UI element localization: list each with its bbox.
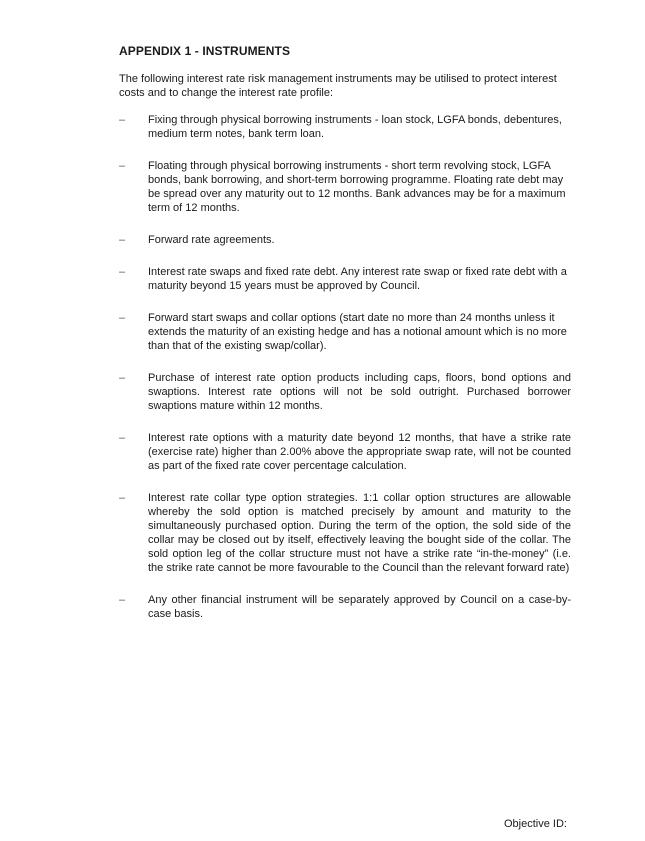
bullet-dash: – — [119, 432, 126, 444]
list-item-text: Forward start swaps and collar options (start date no more than 24 months unless it extends the maturity of an existing hedge and has a notional amount which is no more than that of the existing swap/collar). — [148, 312, 567, 352]
list-item — [119, 593, 571, 621]
list-item — [119, 233, 571, 247]
bullet-dash: – — [119, 594, 126, 606]
bullet-dash: – — [119, 114, 126, 126]
list-item — [119, 265, 571, 293]
list-item — [119, 311, 571, 353]
list-item-text: Interest rate collar type option strategies. 1:1 collar option structures are allowable whereby the sold option is matched precisely by amount and maturity to the simultaneously purchased option. During the term of the option, the sold side of the collar may be closed out by itself, effectively leaving the bought side of the collar. The sold option leg of the collar structure must not have a strike rate “in-the-money” (i.e. the strike rate cannot be more favourable to the Council than the relevant forward rate) — [148, 492, 571, 574]
list-item-text: Fixing through physical borrowing instruments - loan stock, LGFA bonds, debentures, medium term notes, bank term loan. — [148, 114, 562, 140]
bullet-dash: – — [119, 492, 126, 504]
instrument-list — [119, 113, 571, 639]
bullet-dash: – — [119, 372, 126, 384]
list-item — [119, 113, 571, 141]
list-item — [119, 491, 571, 575]
list-item — [119, 431, 571, 473]
bullet-dash: – — [119, 160, 126, 172]
list-item-text: Any other financial instrument will be separately approved by Council on a case-by-case basis. — [148, 594, 571, 620]
bullet-dash: – — [119, 234, 126, 246]
list-item — [119, 371, 571, 413]
objective-id-footer: Objective ID: — [504, 818, 567, 830]
list-item-text: Forward rate agreements. — [148, 234, 275, 246]
list-item-text: Interest rate options with a maturity date beyond 12 months, that have a strike rate (exercise rate) higher than 2.00% above the appropriate swap rate, will not be counted as part of the fixed rate cover percentage calculation. — [148, 432, 571, 472]
list-item — [119, 159, 571, 215]
bullet-dash: – — [119, 312, 126, 324]
page-title: APPENDIX 1 - INSTRUMENTS — [119, 44, 291, 58]
list-item-text: Floating through physical borrowing instruments - short term revolving stock, LGFA bonds, bank borrowing, and short-term borrowing programme. Floating rate debt may be spread over any maturity out to 12 months. Bank advances may be for a maximum term of 12 months. — [148, 160, 566, 214]
list-item-text: Purchase of interest rate option products including caps, floors, bond options and swaptions. Interest rate options will not be sold outright. Purchased borrower swaptions mature within 12 months. — [148, 372, 571, 412]
bullet-dash: – — [119, 266, 126, 278]
list-item-text: Interest rate swaps and fixed rate debt. Any interest rate swap or fixed rate debt with a maturity beyond 15 years must be approved by Council. — [148, 266, 567, 292]
intro-paragraph: The following interest rate risk management instruments may be utilised to protect interest costs and to change the interest rate profile: — [119, 73, 557, 99]
